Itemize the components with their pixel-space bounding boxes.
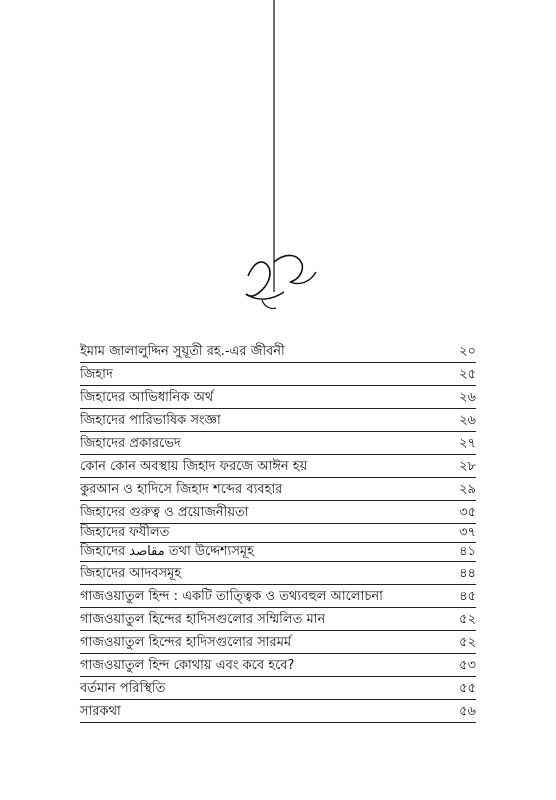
toc-page: ২৬	[459, 413, 476, 428]
toc-page: ২৫	[459, 367, 476, 382]
toc-title: জিহাদের পারিভাষিক সংজ্ঞা	[80, 413, 221, 428]
toc-title: বর্তমান পরিস্থিতি	[80, 681, 166, 696]
toc-page: ২৭	[459, 436, 476, 451]
toc-row[interactable]	[80, 543, 476, 562]
toc-page: ২০	[459, 344, 476, 359]
toc-title: গাজওয়াতুল হিন্দের হাদিসগুলোর সম্মিলিত মান	[80, 612, 326, 627]
toc-page: ২৯	[459, 482, 476, 497]
heading-text: সূচি	[0, 0, 2, 1]
toc-row[interactable]	[80, 585, 476, 608]
toc-title-pre: জিহাদের	[80, 544, 126, 559]
toc-row[interactable]	[80, 455, 476, 478]
toc-row[interactable]	[80, 478, 476, 501]
table-of-contents	[80, 340, 476, 723]
toc-title-arabic: مقاصد	[129, 544, 165, 559]
toc-row[interactable]	[80, 340, 476, 363]
toc-page: ৪১	[459, 544, 476, 559]
toc-row[interactable]	[80, 386, 476, 409]
toc-title: গাজওয়াতুল হিন্দ : একটি তাত্ত্বিক ও তথ্যবহুল আলোচনা	[80, 589, 383, 604]
toc-title: কুরআন ও হাদিসে জিহাদ শব্দের ব্যবহার	[80, 482, 283, 497]
toc-title: জিহাদের গুরুত্ব ও প্রয়োজনীয়তা	[80, 505, 249, 520]
toc-title: জিহাদের আদবসমূহ	[80, 566, 182, 581]
toc-page: ৪৫	[459, 589, 476, 604]
toc-title: জিহাদের আভিধানিক অর্থ	[80, 390, 214, 405]
toc-page: ৫৬	[459, 704, 476, 719]
toc-title: গাজওয়াতুল হিন্দের হাদিসগুলোর সারমর্ম	[80, 635, 292, 650]
toc-page: ৫৫	[459, 681, 476, 696]
toc-title: জিহাদের প্রকারভেদ	[80, 436, 181, 451]
toc-title-post: তথা উদ্দেশ্যসমূহ	[168, 544, 254, 559]
toc-row[interactable]	[80, 654, 476, 677]
toc-row[interactable]	[80, 501, 476, 524]
toc-title: জিহাদের ফযীলত	[80, 525, 170, 540]
toc-page: ৪৪	[459, 566, 476, 581]
toc-page: ৫২	[459, 635, 476, 650]
toc-row[interactable]	[80, 363, 476, 386]
toc-page: ৫৩	[459, 658, 476, 673]
toc-row[interactable]	[80, 524, 476, 543]
toc-title: গাজওয়াতুল হিন্দ কোথায় এবং কবে হবে?	[80, 658, 295, 673]
toc-page: ৫২	[459, 612, 476, 627]
toc-title: ইমাম জালালুদ্দিন সুয়ূতী রহ.-এর জীবনী	[80, 344, 285, 359]
toc-row[interactable]	[80, 562, 476, 585]
toc-row[interactable]	[80, 608, 476, 631]
toc-title	[80, 544, 254, 560]
toc-row[interactable]	[80, 700, 476, 723]
toc-page: ২৬	[459, 390, 476, 405]
toc-row[interactable]	[80, 432, 476, 455]
toc-row[interactable]	[80, 677, 476, 700]
toc-page: ২৮	[459, 459, 476, 474]
toc-row[interactable]	[80, 409, 476, 432]
toc-title: কোন কোন অবস্থায় জিহাদ ফরজে আঈন হয়	[80, 459, 308, 474]
toc-title: সারকথা	[80, 704, 121, 719]
toc-title: জিহাদ	[80, 367, 113, 382]
toc-row[interactable]	[80, 631, 476, 654]
toc-page: ৩৭	[459, 525, 476, 540]
toc-page: ৩৫	[459, 505, 476, 520]
calligraphy-heading	[0, 0, 556, 320]
